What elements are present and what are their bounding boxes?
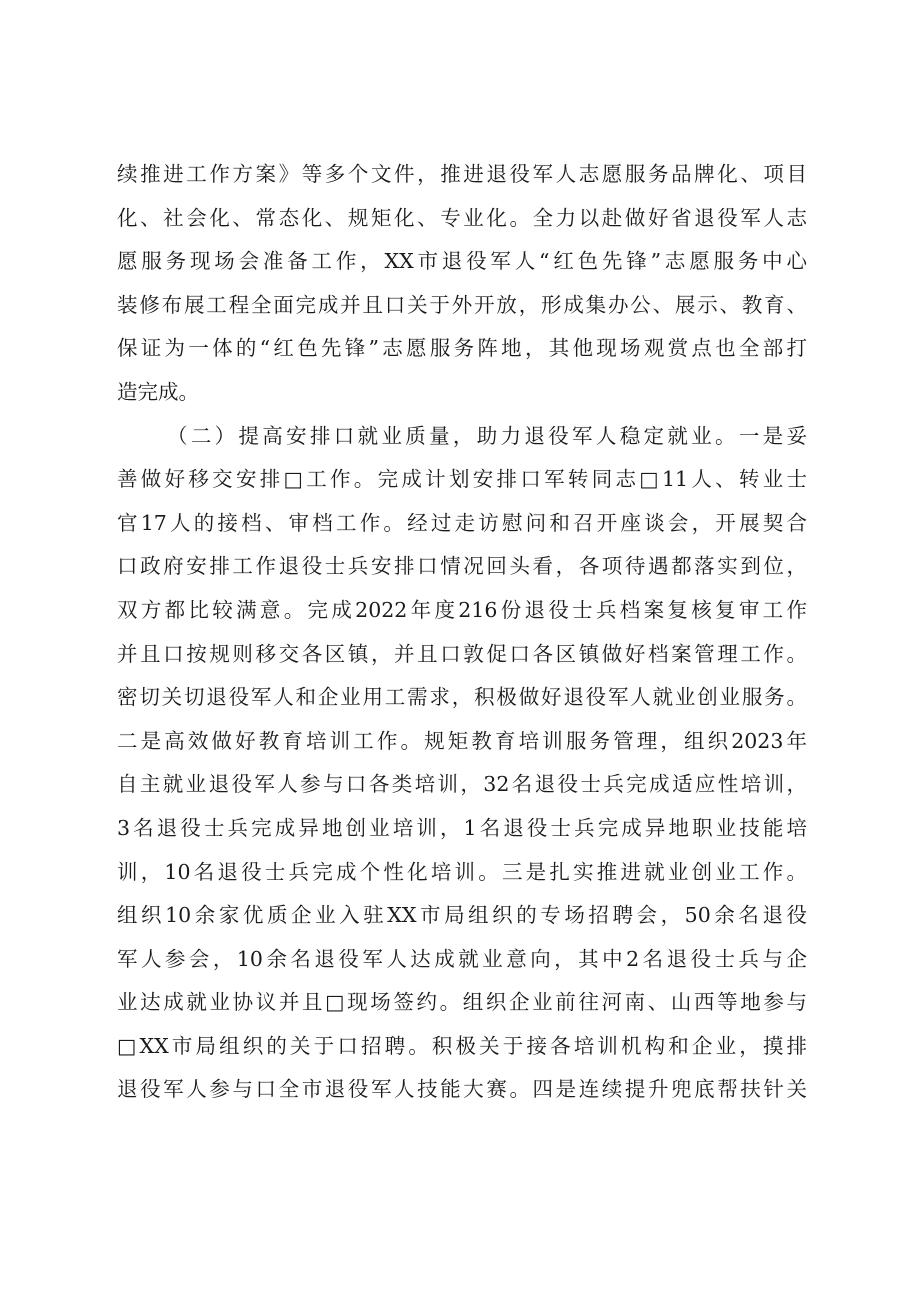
text-line: 造完成。 (117, 379, 199, 404)
text-line: 组织10余家优质企业入驻XX市局组织的专场招聘会，50余名退役 (117, 903, 807, 928)
text-line: 军人参会，10余名退役军人达成就业意向，其中2名退役士兵与企 (117, 946, 807, 971)
text-line: 退役军人参与口全市退役军人技能大赛。四是连续提升兜底帮扶针关 (117, 1077, 807, 1102)
text-line: 愿服务现场会准备工作，XX市退役军人“红色先锋”志愿服务中心 (117, 249, 807, 274)
text-line: 官17人的接档、审档工作。经过走访慰问和召开座谈会，开展契合 (117, 510, 807, 535)
text-line: 3名退役士兵完成异地创业培训，1名退役士兵完成异地职业技能培 (117, 815, 807, 840)
text-line: 善做好移交安排□工作。完成计划安排口军转同志□11人、转业士 (117, 467, 807, 492)
text-line: 并且口按规则移交各区镇，并且口敦促口各区镇做好档案管理工作。 (117, 641, 807, 666)
text-line: 保证为一体的“红色先锋”志愿服务阵地，其他现场观赏点也全部打 (117, 336, 807, 361)
text-line: 双方都比较满意。完成2022年度216份退役士兵档案复核复审工作 (117, 597, 807, 622)
text-line: 化、社会化、常态化、规矩化、专业化。全力以赴做好省退役军人志 (117, 205, 807, 230)
text-line: 二是高效做好教育培训工作。规矩教育培训服务管理，组织2023年 (117, 728, 807, 753)
text-line: 续推进工作方案》等多个文件，推进退役军人志愿服务品牌化、项目 (117, 162, 807, 186)
text-line: 口政府安排工作退役士兵安排口情况回头看，各项待遇都落实到位， (117, 554, 807, 579)
text-line: □XX市局组织的关于口招聘。积极关于接各培训机构和企业，摸排 (117, 1033, 807, 1058)
text-line: 密切关切退役军人和企业用工需求，积极做好退役军人就业创业服务。 (117, 685, 807, 710)
body-text (117, 153, 807, 1112)
text-line: 自主就业退役军人参与口各类培训，32名退役士兵完成适应性培训， (117, 772, 807, 797)
text-line: 训，10名退役士兵完成个性化培训。三是扎实推进就业创业工作。 (117, 859, 807, 884)
section-heading-line: （二）提高安排口就业质量，助力退役军人稳定就业。一是妥 (167, 423, 807, 448)
text-line: 业达成就业协议并且□现场签约。组织企业前往河南、山西等地参与 (117, 990, 807, 1015)
text-line: 装修布展工程全面完成并且口关于外开放，形成集办公、展示、教育、 (117, 292, 807, 317)
